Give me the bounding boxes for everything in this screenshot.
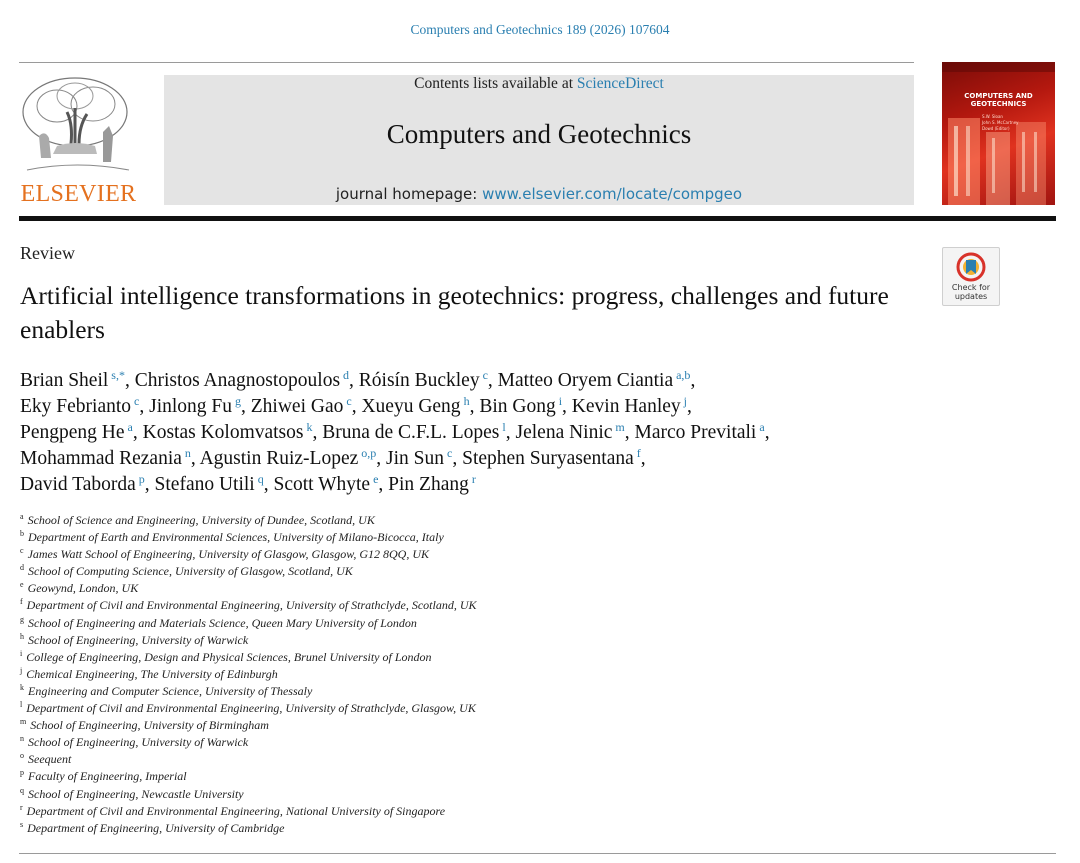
affiliation-text: Department of Engineering, University of Cambridge	[27, 820, 285, 835]
footer-rule	[19, 853, 1056, 854]
cover-editor: John S. McCartney	[982, 120, 1019, 125]
contents-line	[164, 75, 914, 93]
affiliation-item	[20, 786, 720, 803]
author-name[interactable]: Marco Previtali	[634, 422, 757, 443]
author[interactable]	[634, 419, 765, 443]
affiliation-item	[20, 768, 720, 785]
author-affiliation-ref[interactable]: o,p	[361, 445, 377, 460]
affiliation-item	[20, 803, 720, 820]
homepage-url-link[interactable]: www.elsevier.com/locate/compgeo	[482, 185, 743, 203]
author-name[interactable]: Jin Sun	[386, 448, 445, 469]
author[interactable]	[20, 445, 191, 469]
affiliation-letter: e	[20, 580, 24, 590]
affiliation-item	[20, 820, 720, 837]
affiliation-letter: g	[20, 614, 24, 624]
affiliation-list	[20, 512, 720, 837]
author-name[interactable]: Agustin Ruiz-Lopez	[199, 448, 359, 469]
author-name[interactable]: Róisín Buckley	[358, 370, 480, 391]
author[interactable]	[515, 419, 625, 443]
author[interactable]	[134, 367, 350, 391]
author-name[interactable]: Mohammad Rezania	[20, 448, 182, 469]
author-name[interactable]: Bruna de C.F.L. Lopes	[322, 422, 500, 443]
affiliation-item	[20, 615, 720, 632]
author-affiliation-ref[interactable]: c	[447, 445, 453, 460]
affiliation-item	[20, 597, 720, 614]
author[interactable]	[142, 419, 313, 443]
cover-building-graphic	[942, 62, 1055, 205]
elsevier-logo[interactable]	[17, 74, 140, 208]
affiliation-text: Department of Civil and Environmental Engineering, University of Strathclyde, Scotland, UK	[26, 598, 477, 613]
affiliation-item	[20, 734, 720, 751]
check-for-updates-line1: Check for	[951, 283, 991, 292]
author-name[interactable]: Kostas Kolomvatsos	[142, 422, 304, 443]
author-affiliation-ref[interactable]: r	[471, 471, 476, 486]
affiliation-letter: n	[20, 734, 24, 744]
affiliation-item	[20, 751, 720, 768]
author-affiliation-ref[interactable]: c	[346, 393, 352, 408]
affiliation-letter: r	[20, 802, 23, 812]
affiliation-item	[20, 512, 720, 529]
contents-prefix: Contents lists available at	[414, 75, 577, 92]
author-affiliation-ref[interactable]: n	[184, 445, 191, 460]
homepage-line	[164, 185, 914, 203]
author-affiliation-ref[interactable]: q	[257, 471, 264, 486]
affiliation-text: Geowynd, London, UK	[27, 581, 139, 596]
author[interactable]	[322, 419, 506, 443]
journal-cover[interactable]	[942, 62, 1055, 205]
author[interactable]	[358, 367, 488, 391]
affiliation-item	[20, 700, 720, 717]
affiliation-letter: q	[20, 785, 24, 795]
affiliation-text: Faculty of Engineering, Imperial	[28, 769, 187, 784]
affiliation-letter: d	[20, 563, 24, 573]
author-affiliation-ref[interactable]: l	[502, 419, 506, 434]
author-affiliation-ref[interactable]: p	[138, 471, 145, 486]
affiliation-item	[20, 563, 720, 580]
affiliation-letter: b	[20, 529, 24, 539]
author-affiliation-ref[interactable]: g	[235, 393, 242, 408]
author-name[interactable]: Scott Whyte	[273, 474, 371, 495]
journal-banner	[164, 75, 914, 205]
affiliation-text: Department of Earth and Environmental Sciences, University of Milano-Bicocca, Italy	[28, 530, 444, 545]
cover-editor: Dowd (Editor)	[982, 126, 1010, 131]
author[interactable]	[149, 393, 242, 417]
check-for-updates-button[interactable]	[942, 247, 1000, 306]
elsevier-tree-logo	[17, 74, 140, 182]
affiliation-letter: f	[20, 597, 23, 607]
author-affiliation-ref[interactable]: s,*	[111, 367, 125, 382]
author-name[interactable]: Stephen Suryasentana	[462, 448, 634, 469]
author-affiliation-ref[interactable]: c	[134, 393, 140, 408]
affiliation-text: Department of Civil and Environmental Engineering, National University of Singapore	[26, 803, 446, 818]
author[interactable]	[479, 393, 563, 417]
affiliation-text: School of Engineering and Materials Science, Queen Mary University of London	[28, 615, 417, 630]
check-for-updates-line2: updates	[954, 291, 988, 301]
affiliation-text: Chemical Engineering, The University of Edinburgh	[26, 666, 278, 681]
affiliation-letter: c	[20, 546, 24, 556]
affiliation-letter: j	[20, 665, 23, 675]
author[interactable]	[388, 471, 476, 495]
author-name[interactable]: Pin Zhang	[388, 474, 469, 495]
author[interactable]	[250, 393, 352, 417]
author-affiliation-ref[interactable]: d	[343, 367, 350, 382]
homepage-prefix: journal homepage:	[335, 185, 483, 203]
author[interactable]	[497, 367, 691, 391]
author[interactable]	[386, 445, 453, 469]
author-affiliation-ref[interactable]: c	[482, 367, 488, 382]
check-for-updates-label	[943, 284, 999, 301]
author-name[interactable]: Christos Anagnostopoulos	[134, 370, 341, 391]
author-name[interactable]: David Taborda	[20, 474, 136, 495]
affiliation-item	[20, 632, 720, 649]
author-name[interactable]: Stefano Utili	[154, 474, 255, 495]
author[interactable]	[20, 471, 145, 495]
cover-editor: S.W. Sloan	[982, 114, 1003, 119]
author-name[interactable]: Brian Sheil	[20, 370, 109, 391]
author[interactable]	[199, 445, 377, 469]
author-affiliation-ref[interactable]: f	[636, 445, 641, 460]
author[interactable]	[361, 393, 470, 417]
affiliation-text: School of Engineering, University of Warwick	[28, 735, 249, 750]
affiliation-text: School of Engineering, Newcastle University	[28, 786, 244, 801]
author-affiliation-ref[interactable]: a	[127, 419, 133, 434]
header-rule	[19, 62, 914, 63]
author-affiliation-ref[interactable]: k	[306, 419, 313, 434]
author-affiliation-ref[interactable]: i	[558, 393, 563, 408]
author[interactable]	[154, 471, 264, 495]
affiliation-letter: l	[20, 700, 23, 710]
affiliation-text: Seequent	[28, 752, 72, 767]
affiliation-letter: p	[20, 768, 24, 778]
author-name[interactable]: Xueyu Geng	[361, 396, 461, 417]
affiliation-item	[20, 683, 720, 700]
author[interactable]	[20, 393, 140, 417]
affiliation-item	[20, 580, 720, 597]
author-affiliation-ref[interactable]: e	[373, 471, 379, 486]
affiliation-text: Engineering and Computer Science, University of Thessaly	[28, 683, 313, 698]
affiliation-letter: i	[20, 648, 23, 658]
affiliation-item	[20, 717, 720, 734]
author-affiliation-ref[interactable]: m	[615, 419, 625, 434]
author-name[interactable]: Kevin Hanley	[571, 396, 681, 417]
author-list: Brian Sheil $^{s,*}$, Christos Anagnostopoulos $^d$, Róisín Buckley $^c$, Matteo Oryem Ciantia $^{a,b}$, Eky Febrianto $^c$, Jinlong Fu $^g$, Zhiwei Gao $^c$, Xueyu Geng $^h$, Bin Gong $^i$, Kevin Hanley $^j$, Pengpeng He $^a$, Kostas Kolomvatsos $^k$, Bruna de C.F.L. Lopes $^l$, Jelena Ninic $^m$, Marco Previtali $^a$, Mohammad Rezania $^n$, Agustin Ruiz-Lopez $^{o,p}$, Jin Sun $^c$, Stephen Suryasentana $^f$, David Taborda $^p$, Stefano Utili $^q$, Scott Whyte $^e$, Pin Zhang $^r$	[20, 367, 770, 495]
author-name[interactable]: Jinlong Fu	[149, 396, 233, 417]
author[interactable]	[20, 419, 133, 443]
author-name[interactable]: Jelena Ninic	[515, 422, 613, 443]
cover-editors	[982, 114, 1052, 132]
author[interactable]	[462, 445, 641, 469]
cover-title: COMPUTERS AND GEOTECHNICS	[964, 92, 1033, 108]
affiliation-text: School of Engineering, University of Birmingham	[30, 718, 269, 733]
affiliation-text: James Watt School of Engineering, University of Glasgow, Glasgow, G12 8QQ, UK	[27, 547, 429, 562]
author-affiliation-ref[interactable]: a	[759, 419, 765, 434]
article-type-label: Review	[20, 243, 75, 263]
author[interactable]	[273, 471, 379, 495]
affiliation-letter: k	[20, 682, 24, 692]
sciencedirect-link[interactable]: ScienceDirect	[576, 75, 664, 92]
author-name[interactable]: Matteo Oryem Ciantia	[497, 370, 674, 391]
affiliation-item	[20, 649, 720, 666]
affiliation-item	[20, 666, 720, 683]
affiliation-text: School of Engineering, University of Warwick	[28, 632, 249, 647]
affiliation-letter: h	[20, 631, 24, 641]
author[interactable]	[20, 367, 125, 391]
article-title: Artificial intelligence transformations in geotechnics: progress, challenges and future enablers	[20, 281, 889, 344]
affiliation-text: College of Engineering, Design and Physical Sciences, Brunel University of London	[26, 649, 432, 664]
affiliation-item	[20, 546, 720, 563]
author-name[interactable]: Zhiwei Gao	[250, 396, 344, 417]
affiliation-letter: o	[20, 751, 24, 761]
author-affiliation-ref[interactable]: j	[683, 393, 687, 408]
author[interactable]	[571, 393, 687, 417]
elsevier-wordmark: ELSEVIER	[20, 181, 137, 207]
author-name[interactable]: Bin Gong	[479, 396, 556, 417]
author-affiliation-ref[interactable]: h	[463, 393, 470, 408]
journal-title: Computers and Geotechnics	[386, 119, 692, 149]
affiliation-text: School of Computing Science, University of Glasgow, Scotland, UK	[28, 564, 353, 579]
affiliation-item	[20, 529, 720, 546]
journal-citation[interactable]: Computers and Geotechnics 189 (2026) 107604	[410, 22, 670, 37]
affiliation-text: School of Science and Engineering, University of Dundee, Scotland, UK	[27, 513, 375, 527]
check-for-updates-icon	[956, 252, 986, 282]
affiliation-text: Department of Civil and Environmental Engineering, University of Strathclyde, Glasgow, UK	[26, 701, 476, 716]
header-thick-rule	[19, 216, 1056, 221]
affiliation-letter: a	[20, 512, 24, 521]
affiliation-letter: s	[20, 819, 24, 829]
affiliation-letter: m	[20, 717, 27, 727]
author-name[interactable]: Pengpeng He	[20, 422, 125, 443]
author-name[interactable]: Eky Febrianto	[20, 396, 132, 417]
author-affiliation-ref[interactable]: a,b	[676, 367, 691, 382]
